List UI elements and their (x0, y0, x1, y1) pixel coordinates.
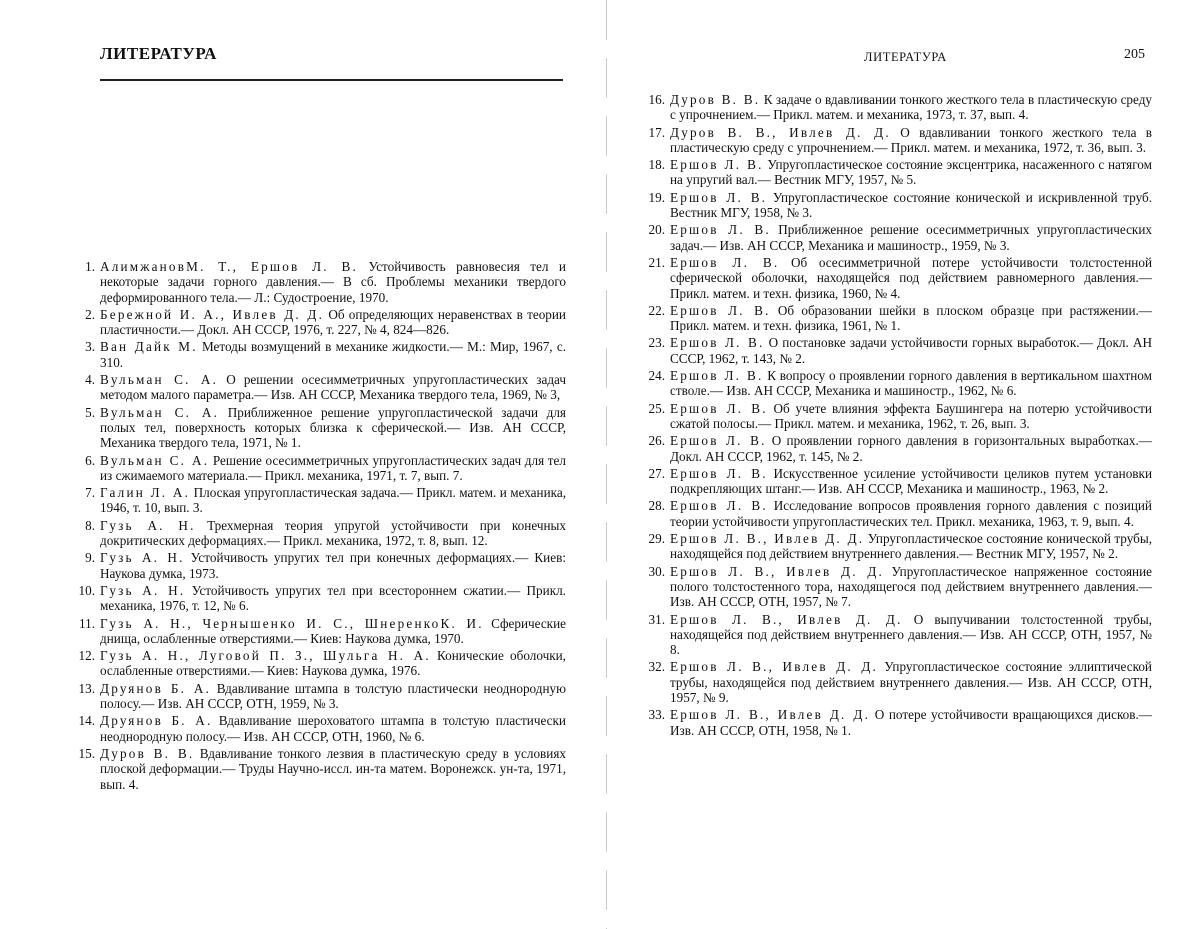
reference-author: Галин Л. А. (100, 485, 191, 501)
reference-text: Трехмерная теория упругой устойчивости при конечных докритических деформациях.— Прикл. механика, 1972, т. 8, вып. 12. (100, 517, 566, 549)
reference-item (640, 335, 1152, 366)
reference-text: Искусственное усиление устойчивости целиков путем установки подкрепляющих штанг.— Изв. АН СССР, Механика и машиностр., 1963, № 2. (670, 465, 1152, 497)
reference-text: Упругопластическое состояние эллиптической трубы, находящейся под действием внутреннего давления.— Изв. АН СССР, ОТН, 1957, № 9. (670, 659, 1152, 705)
reference-text: Упругопластическое напряженное состояние полого толстостенного тора, находящегося под действием внутреннего давления.— Изв. АН СССР, ОТН, 1957, № 7. (670, 563, 1152, 610)
reference-author: Дуров В. В., Ивлев Д. Д. (670, 124, 891, 140)
reference-item (640, 401, 1152, 432)
reference-author: Ершов Л. В. (670, 189, 768, 205)
reference-author: Гузь А. Н., Луговой П. З., Шульга Н. А. (100, 648, 431, 664)
reference-item (70, 307, 566, 338)
reference-author: Гузь А. Н. (100, 517, 196, 533)
reference-number: 19. (648, 189, 665, 205)
reference-item (640, 466, 1152, 497)
reference-author: Ершов Л. В. (670, 465, 768, 481)
reference-list-left (70, 259, 566, 794)
reference-author: Ершов Л. В., Ивлев Д. Д. (670, 707, 871, 723)
reference-text: Вдавливание штампа в толстую пластически неоднородную полосу.— Изв. АН СССР, ОТН, 1959, № 3. (100, 680, 566, 712)
reference-item (70, 339, 566, 370)
reference-item (640, 433, 1152, 464)
reference-text: Упругопластическое состояние конической трубы, находящейся под действием внутреннего давления.— Вестник МГУ, 1957, № 2. (670, 531, 1152, 562)
reference-text: О потере устойчивости вращающихся дисков.— Изв. АН СССР, ОТН, 1958, № 1. (670, 707, 1152, 738)
reference-item (640, 564, 1152, 610)
reference-text: Конические оболочки, ослабленные отверстиями.— Киев: Наукова думка, 1976. (100, 648, 566, 679)
reference-text: Приближенное решение упругопластической задачи для полых тел, поверхность которых близка к сферической.— Изв. АН СССР, Механика твердого тела, 1971, № 1. (100, 404, 566, 451)
reference-item (640, 255, 1152, 301)
reference-number: 2. (85, 306, 95, 322)
reference-text: Упругопластическое состояние конической и искривленной труб. Вестник МГУ, 1958, № 3. (670, 189, 1152, 221)
reference-number: 16. (648, 92, 665, 107)
reference-number: 11. (79, 615, 95, 631)
reference-author: Ершов Л. В., Ивлев Д. Д. (670, 563, 885, 579)
reference-text: К вопросу о проявлении горного давления в вертикальном шахтном стволе.— Изв. АН СССР, Механика и машиностр., 1962, № 6. (670, 368, 1152, 399)
reference-author: Ершов Л. В. (670, 400, 768, 416)
reference-author: Дуров В. В. (670, 92, 761, 107)
reference-text: О выпучивании толстостенной трубы, находящейся под действием внутреннего давления.— Изв. АН СССР, ОТН, 1957, № 8. (670, 611, 1152, 658)
reference-number: 14. (78, 713, 95, 729)
reference-number: 25. (648, 400, 665, 416)
reference-text: К задаче о вдавливании тонкого жесткого тела в пластическую среду с упрочнением.— Прикл. матем. и механика, 1973, т. 37, вып. 4. (670, 92, 1152, 123)
reference-author: Бережной И. А., Ивлев Д. Д. (100, 306, 325, 322)
reference-item (70, 746, 566, 792)
reference-number: 12. (78, 648, 95, 664)
reference-number: 4. (85, 372, 95, 388)
reference-text: Решение осесимметричных упругопластических задач для тел из сжимаемого материала.— Прикл. механика, 1971, т. 7, вып. 7. (100, 452, 566, 483)
book-spine-shadow (606, 0, 607, 929)
page-number: 205 (1124, 47, 1145, 62)
reference-item (70, 485, 566, 516)
reference-author: Ершов Л. В. (670, 302, 771, 318)
reference-author: Гузь А. Н., Чернышенко И. С., ШнеренкоК. И. (100, 615, 484, 631)
reference-text: Устойчивость упругих тел при всестороннем сжатии.— Прикл. механика, 1976, т. 12, № 6. (100, 582, 566, 614)
reference-author: Гузь А. Н. (100, 582, 186, 598)
reference-number: 9. (85, 550, 95, 566)
reference-number: 22. (648, 302, 665, 318)
reference-item (70, 405, 566, 451)
reference-number: 3. (85, 339, 95, 355)
reference-item (640, 222, 1152, 253)
reference-author: Гузь А. Н. (100, 550, 185, 566)
reference-text: О постановке задачи устойчивости горных выработок.— Докл. АН СССР, 1962, т. 143, № 2. (670, 335, 1152, 366)
reference-item (70, 616, 566, 647)
reference-text: Сферические днища, ослабленные отверстиями.— Киев: Наукова думка, 1970. (100, 615, 566, 646)
reference-author: Ершов Л. В. (670, 335, 765, 351)
reference-text: Об учете влияния эффекта Баушингера на потерю устойчивости сжатой полосы.— Прикл. матем. и механика, 1962, т. 26, вып. 3. (670, 400, 1152, 431)
reference-author: Ершов Л. В., Ивлев Д. Д. (670, 531, 865, 547)
reference-number: 27. (648, 465, 665, 481)
reference-text: Вдавливание шероховатого штампа в толстую пластически неоднородную полосу.— Изв. АН СССР, ОТН, 1960, № 6. (100, 713, 566, 744)
reference-author: Ершов Л. В., Ивлев Д. Д. (670, 611, 903, 627)
page-title: ЛИТЕРАТУРА (100, 44, 217, 63)
reference-number: 15. (78, 745, 95, 761)
reference-text: Об образовании шейки в плоском образце при растяжении.— Прикл. матем. и техн. физика, 1961, № 1. (670, 302, 1152, 334)
title-rule (100, 79, 563, 81)
reference-item (640, 368, 1152, 399)
running-header: ЛИТЕРАТУРА (864, 50, 947, 64)
reference-item (640, 303, 1152, 334)
reference-item (70, 518, 566, 549)
reference-author: Ершов Л. В. (670, 157, 764, 173)
reference-list-right (640, 92, 1152, 740)
reference-author: Вульман С. А. (100, 372, 219, 388)
reference-number: 29. (648, 531, 665, 547)
reference-item (640, 190, 1152, 221)
reference-text: Об определяющих неравенствах в теории пластичности.— Докл. АН СССР, 1976, т. 227, № 4, 824—826. (100, 306, 566, 338)
reference-item (640, 498, 1152, 529)
reference-item (640, 659, 1152, 705)
reference-author: Ершов Л. В. (670, 254, 780, 270)
reference-item (70, 550, 566, 581)
reference-item (640, 707, 1152, 738)
reference-number: 33. (648, 707, 665, 723)
reference-item (70, 259, 566, 305)
reference-author: Ершов Л. В. (670, 498, 768, 514)
reference-item (640, 92, 1152, 123)
reference-number: 31. (648, 611, 665, 627)
reference-item (70, 453, 566, 484)
reference-author: АлимжановМ. Т., Ершов Л. В. (100, 259, 358, 274)
reference-number: 21. (648, 254, 665, 270)
reference-item (640, 157, 1152, 188)
reference-text: О вдавливании тонкого жесткого тела в пластическую среду с упрочнением.— Прикл. матем. и механика, 1972, т. 36, вып. 3. (670, 124, 1153, 155)
reference-author: Друянов Б. А. (100, 713, 213, 729)
right-page (608, 0, 1200, 929)
reference-author: Друянов Б. А. (100, 680, 212, 696)
reference-number: 26. (648, 433, 665, 449)
reference-item (640, 125, 1152, 156)
reference-number: 28. (648, 498, 665, 514)
reference-number: 1. (85, 259, 95, 274)
reference-item (640, 612, 1152, 658)
reference-number: 17. (648, 124, 665, 140)
reference-item (70, 583, 566, 614)
reference-number: 20. (648, 222, 665, 238)
reference-author: Ершов Л. В., Ивлев Д. Д. (670, 659, 879, 675)
reference-number: 23. (648, 335, 665, 351)
reference-item (70, 681, 566, 712)
reference-text: О решении осесимметричных упругопластических задач методом малого параметра.— Изв. АН СССР, Механика твердого тела, 1969, № 3, (100, 372, 566, 403)
reference-item (70, 372, 566, 403)
reference-number: 5. (85, 404, 95, 420)
reference-number: 30. (648, 563, 665, 579)
reference-author: Вульман С. А. (100, 404, 220, 420)
reference-text: Вдавливание тонкого лезвия в пластическую среду в условиях плоской деформации.— Труды Научно-иссл. ин-та матем. Воронежск. ун-та, 1971, вып. 4. (100, 745, 566, 792)
reference-text: Методы возмущений в механике жидкости.— М.: Мир, 1967, с. 310. (100, 339, 566, 370)
reference-text: Плоская упругопластическая задача.— Прикл. матем. и механика, 1946, т. 10, вып. 3. (100, 485, 566, 516)
reference-text: О проявлении горного давления в горизонтальных выработках.— Докл. АН СССР, 1962, т. 145, № 2. (670, 433, 1152, 464)
reference-text: Исследование вопросов проявления горного давления с позиций теории устойчивости упругопластических тел. Прикл. механика, 1963, т. 9, вып. 4. (670, 498, 1152, 529)
reference-text: Устойчивость равновесия тел и некоторые задачи горного давления.— В сб. Проблемы механики твердого деформированного тела.— Л.: Судостроение, 1970. (100, 259, 566, 305)
reference-author: Ершов Л. В. (670, 368, 764, 384)
reference-author: Ершов Л. В. (670, 222, 771, 238)
reference-number: 7. (85, 485, 95, 501)
reference-number: 13. (78, 680, 95, 696)
reference-author: Дуров В. В. (100, 745, 195, 761)
reference-number: 10. (78, 582, 95, 598)
reference-author: Вульман С. А. (100, 452, 210, 468)
reference-item (640, 531, 1152, 562)
reference-author: Ершов Л. В. (670, 433, 767, 449)
reference-item (70, 648, 566, 679)
reference-author: Ван Дайк М. (100, 339, 198, 355)
reference-number: 18. (648, 157, 665, 173)
reference-text: Об осесимметричной потере устойчивости толстостенной сферической оболочки, находящейся под действием равномерного давления.— Прикл. матем. и техн. физика, 1960, № 4. (670, 254, 1152, 301)
reference-number: 24. (648, 368, 665, 384)
reference-text: Упругопластическое состояние эксцентрика, насаженного с натягом на упругий вал.— Вестник МГУ, 1957, № 5. (670, 157, 1152, 188)
reference-number: 8. (85, 517, 95, 533)
reference-number: 32. (648, 659, 665, 675)
reference-text: Устойчивость упругих тел при конечных деформациях.— Киев: Наукова думка, 1973. (100, 550, 566, 581)
reference-text: Приближенное решение осесимметричных упругопластических задач.— Изв. АН СССР, Механика и машиностр., 1959, № 3. (670, 222, 1152, 253)
reference-number: 6. (85, 452, 95, 468)
reference-item (70, 713, 566, 744)
